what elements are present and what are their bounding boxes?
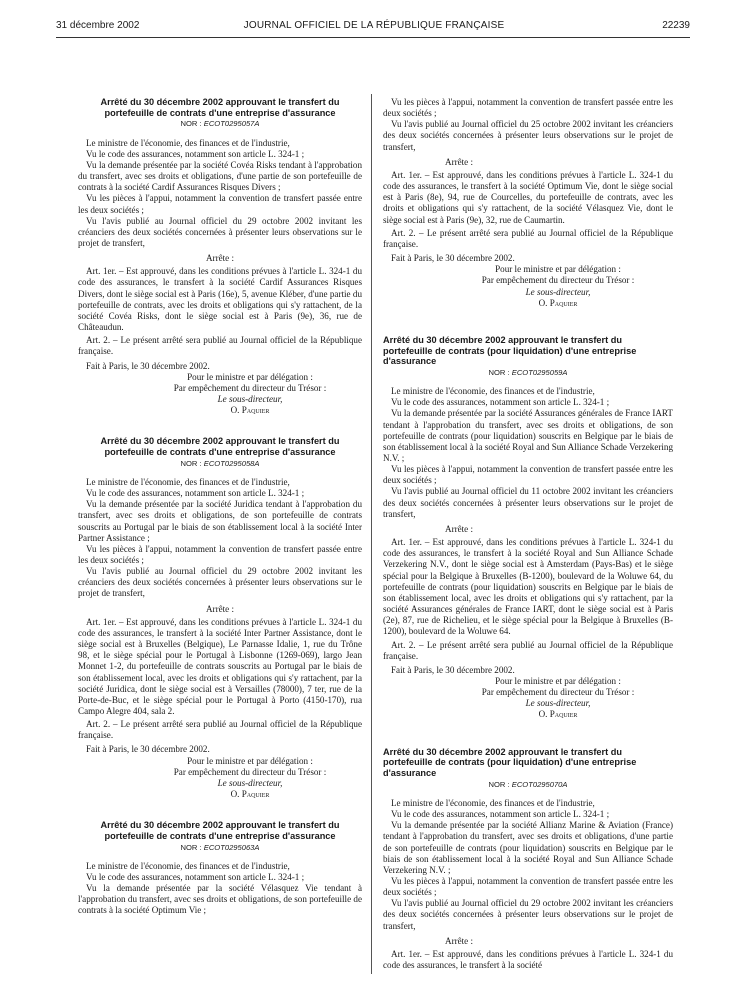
nor-reference: NOR : ECOT0295070A	[488, 779, 568, 789]
signatory-name: O. Paquier	[230, 405, 270, 416]
article-1: Art. 1er. – Est approuvé, dans les conditions prévues à l'article L. 324-1 du code des assurances, le transfert à la société Cardif Assurances Risques Divers, dont le siège social est à Paris (16e), 5, avenue Kléber, d'une partie du portefeuille de contrats, avec les droits et obligations qui s'y rattachent, de la société Covéa Risks, dont le siège social est à Paris (9e), 36, rue de Châteaudun.	[78, 266, 362, 333]
fait-line: Fait à Paris, le 30 décembre 2002.	[86, 744, 210, 755]
header-rule	[56, 37, 690, 38]
article-1: Art. 1er. – Est approuvé, dans les conditions prévues à l'article L. 324-1 du code des assurances, le transfert à la société Royal and Sun Alliance Schade Verzekering N.V., dont le siège social est à Amsterdam (Pays-Bas) et le siège spécial pour la Belgique à Bruxelles (B-1200), boulevard de la Woluwe 64, du portefeuille de contrats (pour liquidation) souscrits en Belgique par le biais de son établissement local, avec les droits et obligations qui s'y rattachent, par la société Assurances générales de France IART, dont le siège social est à Paris (2e), 87, rue de Richelieu, et le siège spécial pour la Belgique à Bruxelles (B-1200), boulevard de la Woluwe 64.	[383, 537, 673, 637]
arrete-label: Arrête :	[205, 603, 235, 614]
signature-line-2: Par empêchement du directeur du Trésor :	[173, 766, 327, 777]
signature-line-2: Par empêchement du directeur du Trésor :	[481, 687, 635, 698]
pieces-para: Vu les pièces à l'appui, notamment la convention de transfert passée entre les deux sociétés ;	[78, 543, 362, 565]
ministre-line: Le ministre de l'économie, des finances et de l'industrie,	[391, 797, 595, 808]
pieces-para: Vu les pièces à l'appui, notamment la convention de transfert passée entre les deux sociétés ;	[78, 193, 362, 215]
signatory-name: O. Paquier	[230, 789, 270, 800]
fait-line: Fait à Paris, le 30 décembre 2002.	[86, 360, 210, 371]
nor-reference: NOR : ECOT0295057A	[180, 119, 260, 129]
signature-line-1: Pour le ministre et par délégation :	[495, 264, 621, 275]
ministre-line: Le ministre de l'économie, des finances et de l'industrie,	[86, 476, 290, 487]
decree-3-continued	[383, 97, 673, 309]
signature-line-1: Pour le ministre et par délégation :	[495, 675, 621, 686]
ministre-line: Le ministre de l'économie, des finances et de l'industrie,	[86, 860, 290, 871]
fait-line: Fait à Paris, le 30 décembre 2002.	[391, 664, 515, 675]
article-1: Art. 1er. – Est approuvé, dans les conditions prévues à l'article L. 324-1 du code des assurances, le transfert à la société	[383, 948, 673, 971]
article-2: Art. 2. – Le présent arrêté sera publié au Journal officiel de la République française.	[383, 639, 673, 661]
header-journal-title: JOURNAL OFFICIEL DE LA RÉPUBLIQUE FRANÇAISE	[243, 20, 505, 31]
column-divider	[371, 94, 372, 974]
decree-title: Arrêté du 30 décembre 2002 approuvant le transfert du portefeuille de contrats (pour liquidation) d'une entreprise d'assurance	[383, 746, 637, 779]
signature-title: Le sous-directeur,	[217, 777, 283, 788]
decree-5	[383, 747, 673, 972]
signature-line-2: Par empêchement du directeur du Trésor :	[173, 382, 327, 393]
code-line: Vu le code des assurances, notamment son article L. 324-1 ;	[86, 488, 305, 499]
decree-2	[78, 436, 362, 800]
avis-para: Vu l'avis publié au Journal officiel du 25 octobre 2002 invitant les créanciers des deux sociétés concernées à présenter leurs observations sur le projet de transfert,	[383, 119, 673, 152]
signatory-name: O. Paquier	[538, 709, 578, 720]
nor-reference: NOR : ECOT0295063A	[180, 842, 260, 852]
article-2: Art. 2. – Le présent arrêté sera publié au Journal officiel de la République française.	[78, 335, 362, 357]
demande-para: Vu la demande présentée par la société Juridica tendant à l'approbation du transfert, avec ses droits et obligations, de son portefeuille de contrats souscrits au Portugal par le biais de son établissement local à la société Inter Partner Assistance ;	[78, 499, 362, 543]
demande-para: Vu la demande présentée par la société Allianz Marine & Aviation (France) tendant à l'approbation du transfert, avec ses droits et obligations, d'une partie de son portefeuille de contrats (pour liquidation) souscrits en Belgique par le biais de son établissement local à la société Royal and Sun Alliance Schade Verzekering N.V. ;	[383, 820, 673, 875]
article-2: Art. 2. – Le présent arrêté sera publié au Journal officiel de la République française.	[78, 719, 362, 741]
nor-reference: NOR : ECOT0295058A	[180, 458, 260, 468]
signature-title: Le sous-directeur,	[525, 286, 591, 297]
decree-1	[78, 97, 362, 416]
arrete-label: Arrête :	[445, 156, 474, 167]
decree-title: Arrêté du 30 décembre 2002 approuvant le transfert du portefeuille de contrats d'une entreprise d'assurance	[100, 820, 340, 841]
header-page-number: 22239	[662, 20, 690, 31]
signatory-name: O. Paquier	[538, 297, 578, 308]
ministre-line: Le ministre de l'économie, des finances et de l'industrie,	[391, 386, 595, 397]
avis-para: Vu l'avis publié au Journal officiel du 29 octobre 2002 invitant les créanciers des deux sociétés concernées à présenter leurs observations sur le projet de transfert,	[78, 215, 362, 248]
article-1: Art. 1er. – Est approuvé, dans les conditions prévues à l'article L. 324-1 du code des assurances, le transfert à la société Inter Partner Assistance, dont le siège social est à Bruxelles (Belgique), Le Parnasse Idalie, 1, rue du Trône 98, et le siège spécial pour le Portugal à Lisbonne (1269-069), largo Jean Monnet 1-2, du portefeuille de contrats souscrits au Portugal par le biais de son établissement local, avec les droits et obligations qui s'y rattachent, par la société Juridica, dont le siège social est à Versailles (78000), 7 ter, rue de la Porte-de-Buc, et le siège spécial pour le Portugal à Porto (4150-170), rua Campo Alegre 404, sala 2.	[78, 616, 362, 716]
demande-para: Vu la demande présentée par la société Assurances générales de France IART tendant à l'approbation du transfert, avec ses droits et obligations, de son portefeuille de contrats (pour liquidation) souscrits en Belgique par le biais de son établissement local à la société Royal and Sun Alliance Schade Verzekering N.V. ;	[383, 408, 673, 464]
pieces-para: Vu les pièces à l'appui, notamment la convention de transfert passée entre les deux sociétés ;	[383, 464, 673, 486]
article-1: Art. 1er. – Est approuvé, dans les conditions prévues à l'article L. 324-1 du code des assurances, le transfert à la société Optimum Vie, dont le siège social est à Paris (8e), 94, rue de Courcelles, du portefeuille de contrats, avec les droits et obligations qui s'y rattachent, de la société Vélasquez Vie, dont le siège social est à Paris (9e), 32, rue de Caumartin.	[383, 169, 673, 225]
ministre-line: Le ministre de l'économie, des finances et de l'industrie,	[86, 137, 290, 148]
right-column	[383, 97, 673, 971]
avis-para: Vu l'avis publié au Journal officiel du 29 octobre 2002 invitant les créanciers des deux sociétés concernées à présenter leurs observations sur le projet de transfert,	[78, 566, 362, 599]
code-line: Vu le code des assurances, notamment son article L. 324-1 ;	[391, 809, 610, 820]
signature-line-1: Pour le ministre et par délégation :	[187, 371, 313, 382]
pieces-para: Vu les pièces à l'appui, notamment la convention de transfert passée entre les deux sociétés ;	[383, 97, 673, 119]
article-2: Art. 2. – Le présent arrêté sera publié au Journal officiel de la République française.	[383, 227, 673, 249]
arrete-label: Arrête :	[205, 253, 235, 264]
decree-title: Arrêté du 30 décembre 2002 approuvant le transfert du portefeuille de contrats (pour liquidation) d'une entreprise d'assurance	[383, 334, 637, 367]
page-header	[0, 20, 748, 36]
decree-4	[383, 335, 673, 721]
avis-para: Vu l'avis publié au Journal officiel du 11 octobre 2002 invitant les créanciers des deux sociétés concernées à présenter leurs observations sur le projet de transfert,	[383, 486, 673, 519]
nor-reference: NOR : ECOT0295059A	[488, 367, 568, 377]
signature-title: Le sous-directeur,	[525, 698, 591, 709]
signature-line-1: Pour le ministre et par délégation :	[187, 755, 313, 766]
header-date: 31 décembre 2002	[56, 20, 140, 31]
avis-para: Vu l'avis publié au Journal officiel du 29 octobre 2002 invitant les créanciers des deux sociétés concernées à présenter leurs observations sur le projet de transfert,	[383, 898, 673, 931]
fait-line: Fait à Paris, le 30 décembre 2002.	[391, 253, 515, 264]
decree-title: Arrêté du 30 décembre 2002 approuvant le transfert du portefeuille de contrats d'une entreprise d'assurance	[100, 97, 340, 118]
code-line: Vu le code des assurances, notamment son article L. 324-1 ;	[86, 148, 305, 159]
signature-title: Le sous-directeur,	[217, 394, 283, 404]
code-line: Vu le code des assurances, notamment son article L. 324-1 ;	[86, 871, 305, 882]
arrete-label: Arrête :	[445, 523, 474, 534]
demande-para: Vu la demande présentée par la société Covéa Risks tendant à l'approbation du transfert, avec ses droits et obligations, d'une partie de son portefeuille de contrats à la société Cardif Assurances Risques Divers ;	[78, 159, 362, 193]
pieces-para: Vu les pièces à l'appui, notamment la convention de transfert passée entre les deux sociétés ;	[383, 875, 673, 898]
decree-title: Arrêté du 30 décembre 2002 approuvant le transfert du portefeuille de contrats d'une entreprise d'assurance	[100, 436, 340, 458]
demande-para: Vu la demande présentée par la société Vélasquez Vie tendant à l'approbation du transfert, avec ses droits et obligations, de son portefeuille de contrats à la société Optimum Vie ;	[78, 883, 362, 916]
code-line: Vu le code des assurances, notamment son article L. 324-1 ;	[391, 397, 610, 408]
arrete-label: Arrête :	[445, 935, 474, 946]
left-column	[78, 97, 362, 917]
decree-3-start	[78, 820, 362, 916]
signature-line-2: Par empêchement du directeur du Trésor :	[481, 275, 635, 286]
